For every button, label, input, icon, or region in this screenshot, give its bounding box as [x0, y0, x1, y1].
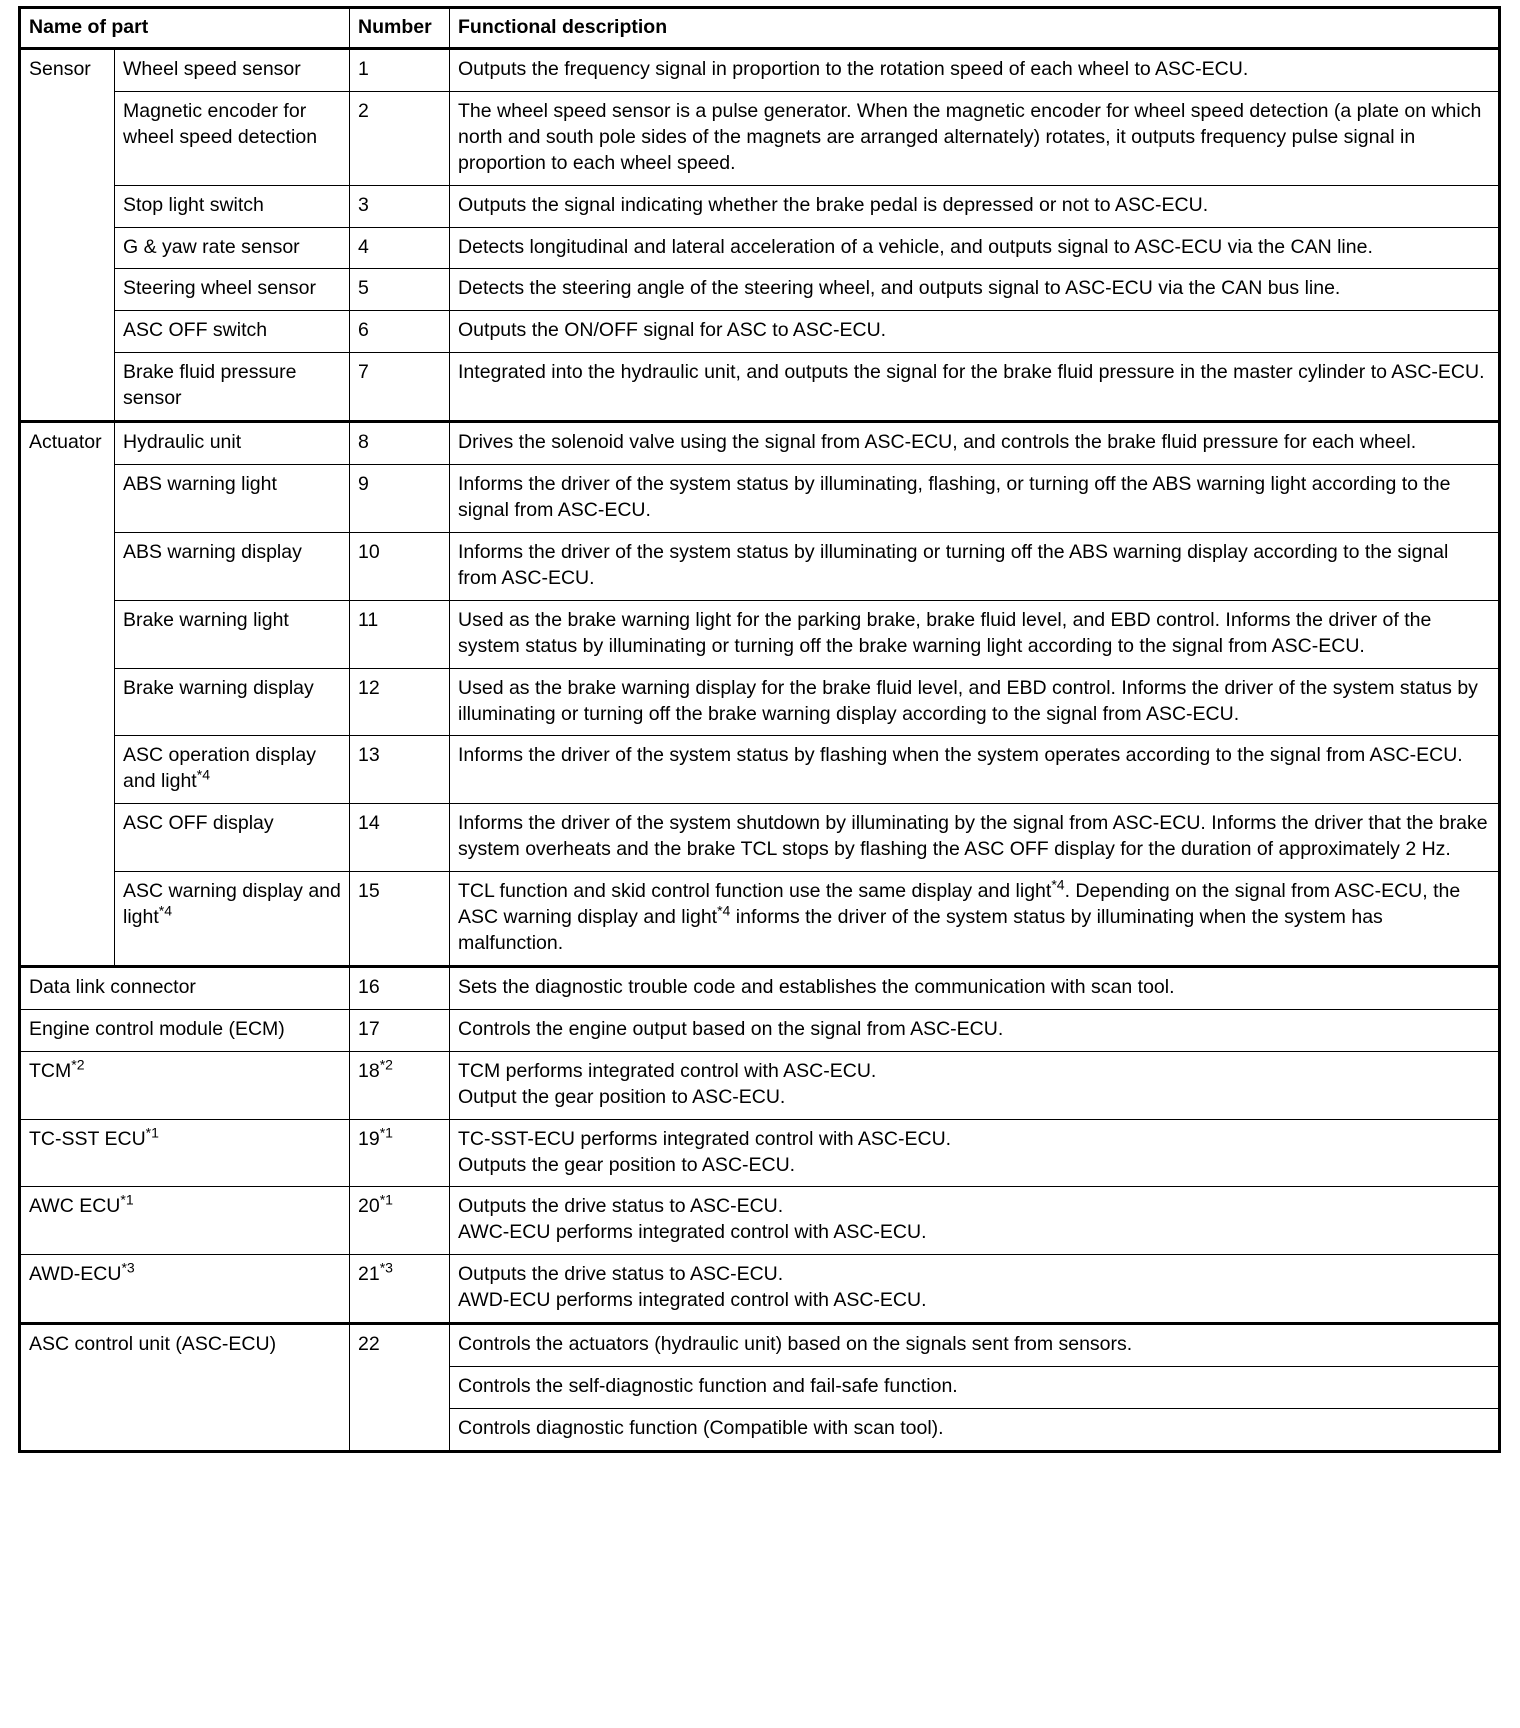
part-name: Magnetic encoder for wheel speed detection — [115, 91, 350, 185]
table-row — [20, 465, 1500, 533]
part-number: 4 — [350, 227, 450, 269]
part-name: ABS warning display — [115, 532, 350, 600]
table-row — [20, 1009, 1500, 1051]
description-line: Outputs the drive status to ASC-ECU. — [458, 1263, 784, 1286]
table-row — [20, 1255, 1500, 1324]
part-description: Controls diagnostic function (Compatible with scan tool). — [450, 1408, 1500, 1451]
part-description: Outputs the frequency signal in proportion to the rotation speed of each wheel to ASC-ECU. — [450, 48, 1500, 91]
part-number: 5 — [350, 269, 450, 311]
part-description: Controls the actuators (hydraulic unit) based on the signals sent from sensors. — [450, 1324, 1500, 1367]
part-description: Informs the driver of the system shutdown by illuminating by the signal from ASC-ECU. Informs the driver that the brake system overheats and the brake TCL stops by flashing the ASC OFF display for the duration of approximately 2 Hz. — [450, 804, 1500, 872]
table-row — [20, 353, 1500, 422]
table-row — [20, 668, 1500, 736]
part-name: Wheel speed sensor — [115, 48, 350, 91]
part-description: Detects longitudinal and lateral acceleration of a vehicle, and outputs signal to ASC-ECU via the CAN line. — [450, 227, 1500, 269]
part-name: AWC ECU$^{*1}$ — [20, 1187, 350, 1255]
part-name: Brake fluid pressure sensor — [115, 353, 350, 422]
part-description: Sets the diagnostic trouble code and establishes the communication with scan tool. — [450, 966, 1500, 1009]
part-name: ASC OFF switch — [115, 311, 350, 353]
part-number: 18$^{*2}$ — [350, 1051, 450, 1119]
description-line: AWD-ECU performs integrated control with ASC-ECU. — [458, 1289, 927, 1312]
part-name: ASC warning display and light$^{*4}$ — [115, 872, 350, 967]
part-description: Controls the engine output based on the signal from ASC-ECU. — [450, 1009, 1500, 1051]
part-number: 19$^{*1}$ — [350, 1119, 450, 1187]
part-number: 15 — [350, 872, 450, 967]
part-number: 14 — [350, 804, 450, 872]
table-body — [20, 48, 1500, 1451]
table-row — [20, 736, 1500, 804]
part-name: ASC control unit (ASC-ECU) — [20, 1324, 350, 1452]
table-row — [20, 1324, 1500, 1367]
part-description: Used as the brake warning light for the parking brake, brake fluid level, and EBD control. Informs the driver of the system status by illuminating or turning off the brake warning light according to the signal from ASC-ECU. — [450, 600, 1500, 668]
part-description: Informs the driver of the system status by flashing when the system operates according to the signal from ASC-ECU. — [450, 736, 1500, 804]
part-description: Used as the brake warning display for the brake fluid level, and EBD control. Informs the driver of the system status by illuminating or turning off the brake warning display according to the signal from ASC-ECU. — [450, 668, 1500, 736]
part-number: 20$^{*1}$ — [350, 1187, 450, 1255]
group-label-sensor: Sensor — [20, 48, 115, 421]
description-line: Output the gear position to ASC-ECU. — [458, 1085, 786, 1108]
part-name: Data link connector — [20, 966, 350, 1009]
description-line: AWC-ECU performs integrated control with ASC-ECU. — [458, 1221, 927, 1244]
part-description — [450, 1187, 1500, 1255]
part-number: 10 — [350, 532, 450, 600]
table-row — [20, 532, 1500, 600]
table-row — [20, 1119, 1500, 1187]
part-name: ASC operation display and light$^{*4}$ — [115, 736, 350, 804]
table-row — [20, 227, 1500, 269]
part-description: Integrated into the hydraulic unit, and outputs the signal for the brake fluid pressure in the master cylinder to ASC-ECU. — [450, 353, 1500, 422]
part-description: Detects the steering angle of the steering wheel, and outputs signal to ASC-ECU via the CAN bus line. — [450, 269, 1500, 311]
table-header — [20, 8, 1500, 49]
table-row — [20, 600, 1500, 668]
part-number: 16 — [350, 966, 450, 1009]
table-row — [20, 1051, 1500, 1119]
part-name: Brake warning display — [115, 668, 350, 736]
part-description: Outputs the ON/OFF signal for ASC to ASC-ECU. — [450, 311, 1500, 353]
part-number: 9 — [350, 465, 450, 533]
part-name: Stop light switch — [115, 185, 350, 227]
part-number: 12 — [350, 668, 450, 736]
description-line: TC-SST-ECU performs integrated control with ASC-ECU. — [458, 1127, 952, 1150]
part-description — [450, 1255, 1500, 1324]
group-label-actuator: Actuator — [20, 422, 115, 967]
part-number: 13 — [350, 736, 450, 804]
part-description: The wheel speed sensor is a pulse generator. When the magnetic encoder for wheel speed detection (a plate on which north and south pole sides of the magnets are arranged alternately) rotates, it outputs frequency pulse signal in proportion to each wheel speed. — [450, 91, 1500, 185]
part-number: 8 — [350, 422, 450, 465]
part-description: Informs the driver of the system status by illuminating, flashing, or turning off the ABS warning light according to the signal from ASC-ECU. — [450, 465, 1500, 533]
part-name: AWD-ECU$^{*3}$ — [20, 1255, 350, 1324]
part-number: 2 — [350, 91, 450, 185]
part-number: 7 — [350, 353, 450, 422]
part-name: G & yaw rate sensor — [115, 227, 350, 269]
part-description — [450, 1051, 1500, 1119]
part-name: ABS warning light — [115, 465, 350, 533]
part-number: 22 — [350, 1324, 450, 1452]
part-number: 11 — [350, 600, 450, 668]
part-name: Steering wheel sensor — [115, 269, 350, 311]
part-name: Engine control module (ECM) — [20, 1009, 350, 1051]
table-row — [20, 269, 1500, 311]
description-line: TCM performs integrated control with ASC-ECU. — [458, 1059, 877, 1082]
part-name: ASC OFF display — [115, 804, 350, 872]
part-number: 3 — [350, 185, 450, 227]
description-line: Outputs the drive status to ASC-ECU. — [458, 1195, 784, 1218]
part-number: 17 — [350, 1009, 450, 1051]
table-row — [20, 311, 1500, 353]
part-description: Outputs the signal indicating whether the brake pedal is depressed or not to ASC-ECU. — [450, 185, 1500, 227]
header-functional-description: Functional description — [450, 8, 1500, 49]
table-row — [20, 422, 1500, 465]
part-name: Hydraulic unit — [115, 422, 350, 465]
table-row — [20, 48, 1500, 91]
part-number: 1 — [350, 48, 450, 91]
description-line: Outputs the gear position to ASC-ECU. — [458, 1153, 796, 1176]
part-name: TC-SST ECU$^{*1}$ — [20, 1119, 350, 1187]
parts-table — [18, 6, 1501, 1453]
part-description — [450, 1119, 1500, 1187]
table-row — [20, 1187, 1500, 1255]
table-row — [20, 872, 1500, 967]
part-description: Informs the driver of the system status by illuminating or turning off the ABS warning display according to the signal from ASC-ECU. — [450, 532, 1500, 600]
part-name: Brake warning light — [115, 600, 350, 668]
part-description: Drives the solenoid valve using the signal from ASC-ECU, and controls the brake fluid pressure for each wheel. — [450, 422, 1500, 465]
header-name-of-part: Name of part — [20, 8, 350, 49]
part-description: Controls the self-diagnostic function and fail-safe function. — [450, 1367, 1500, 1409]
part-number: 6 — [350, 311, 450, 353]
table-row — [20, 91, 1500, 185]
header-number: Number — [350, 8, 450, 49]
part-name: TCM$^{*2}$ — [20, 1051, 350, 1119]
table-row — [20, 804, 1500, 872]
part-number: 21$^{*3}$ — [350, 1255, 450, 1324]
table-row — [20, 966, 1500, 1009]
part-description: TCL function and skid control function use the same display and light$^{*4}$. Depending on the signal from ASC-ECU, the ASC warning display and light$^{*4}$ informs the driver of the system status by illuminating when the system has malfunction. — [450, 872, 1500, 967]
table-row — [20, 185, 1500, 227]
header-row — [20, 8, 1500, 49]
